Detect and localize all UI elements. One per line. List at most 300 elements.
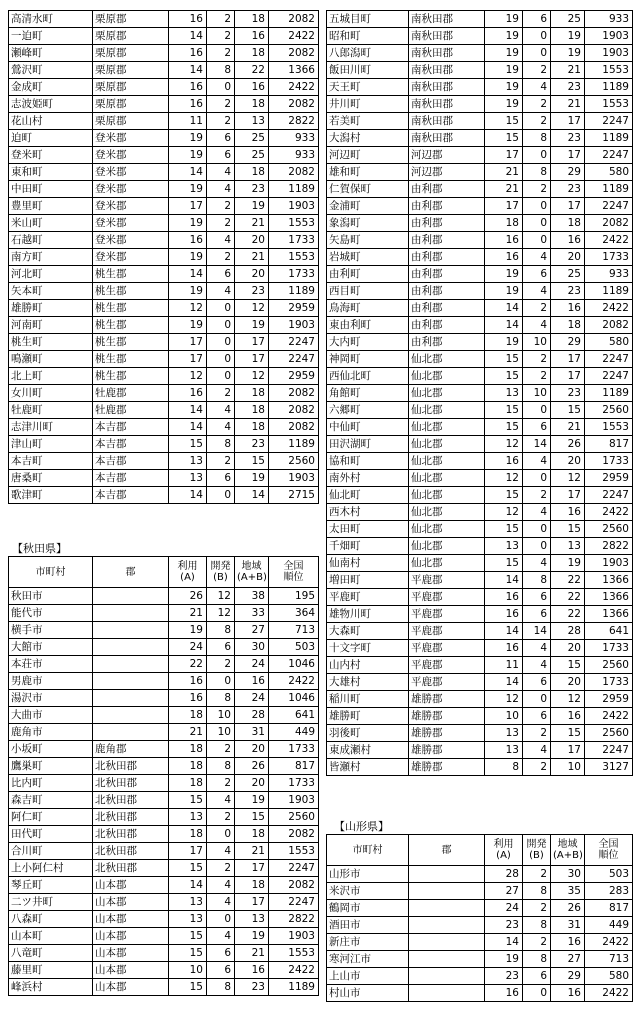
use-cell: 13 — [169, 470, 207, 487]
gun-cell: 仙北郡 — [409, 487, 485, 504]
dev-cell: 10 — [207, 707, 235, 724]
dev-cell: 0 — [207, 368, 235, 385]
header-use-sub: (A) — [496, 850, 511, 861]
rank-cell: 2082 — [585, 317, 633, 334]
table-row — [9, 28, 319, 45]
table-row — [327, 96, 633, 113]
use-cell: 18 — [169, 707, 207, 724]
rank-cell: 933 — [269, 147, 319, 164]
region-cell: 16 — [235, 79, 269, 96]
muni-cell: 湯沢市 — [9, 690, 93, 707]
rank-cell: 2082 — [269, 402, 319, 419]
gun-cell — [93, 605, 169, 622]
rank-cell: 817 — [269, 758, 319, 775]
region-cell: 19 — [235, 198, 269, 215]
gun-cell: 山本郡 — [93, 979, 169, 996]
rank-cell: 713 — [585, 951, 633, 968]
muni-cell: 六郷町 — [327, 402, 409, 419]
region-cell: 26 — [235, 758, 269, 775]
gun-cell: 平鹿郡 — [409, 589, 485, 606]
rank-cell: 1366 — [269, 62, 319, 79]
rank-cell: 2247 — [585, 147, 633, 164]
dev-cell: 12 — [207, 588, 235, 605]
muni-cell: 八郎潟町 — [327, 45, 409, 62]
gun-cell: 南秋田郡 — [409, 45, 485, 62]
dev-cell: 0 — [523, 147, 551, 164]
dev-cell: 6 — [523, 968, 551, 985]
header-dev — [207, 557, 235, 588]
rank-cell: 449 — [585, 917, 633, 934]
use-cell: 13 — [169, 809, 207, 826]
gun-cell: 仙北郡 — [409, 470, 485, 487]
muni-cell: 峰浜村 — [9, 979, 93, 996]
dev-cell: 0 — [523, 198, 551, 215]
gun-cell: 桃生郡 — [93, 334, 169, 351]
dev-cell: 4 — [207, 283, 235, 300]
gun-cell: 北秋田郡 — [93, 775, 169, 792]
gun-cell: 鹿角郡 — [93, 741, 169, 758]
table-row — [9, 792, 319, 809]
dev-cell: 8 — [523, 130, 551, 147]
use-cell: 16 — [169, 232, 207, 249]
use-cell: 19 — [169, 283, 207, 300]
muni-cell: 仁賀保町 — [327, 181, 409, 198]
rank-cell: 2422 — [269, 28, 319, 45]
rank-cell: 2082 — [269, 419, 319, 436]
rank-cell: 1189 — [585, 130, 633, 147]
use-cell: 16 — [485, 232, 523, 249]
table-row — [327, 164, 633, 181]
gun-cell: 栗原郡 — [93, 62, 169, 79]
rank-cell: 2247 — [269, 860, 319, 877]
muni-cell: 上小阿仁村 — [9, 860, 93, 877]
rank-cell: 817 — [585, 900, 633, 917]
region-cell: 24 — [235, 690, 269, 707]
dev-cell: 10 — [523, 334, 551, 351]
dev-cell: 8 — [523, 164, 551, 181]
rank-cell: 1903 — [269, 198, 319, 215]
region-cell: 16 — [235, 962, 269, 979]
use-cell: 16 — [485, 453, 523, 470]
rank-cell: 1366 — [585, 589, 633, 606]
muni-cell: 田沢湖町 — [327, 436, 409, 453]
region-cell: 18 — [551, 317, 585, 334]
muni-cell: 西仙北町 — [327, 368, 409, 385]
gun-cell: 登米郡 — [93, 232, 169, 249]
dev-cell: 8 — [523, 917, 551, 934]
rank-cell: 2422 — [585, 708, 633, 725]
table-row — [9, 724, 319, 741]
region-cell: 20 — [235, 741, 269, 758]
dev-cell: 4 — [207, 419, 235, 436]
gun-cell: 仙北郡 — [409, 351, 485, 368]
use-cell: 17 — [169, 334, 207, 351]
rank-cell: 1733 — [585, 640, 633, 657]
table-row — [9, 232, 319, 249]
use-cell: 15 — [485, 487, 523, 504]
muni-cell: 上山市 — [327, 968, 409, 985]
table-row — [9, 147, 319, 164]
use-cell: 15 — [169, 928, 207, 945]
rank-cell: 1366 — [585, 572, 633, 589]
table-row — [327, 453, 633, 470]
muni-cell: 小坂町 — [9, 741, 93, 758]
muni-cell: 昭和町 — [327, 28, 409, 45]
muni-cell: 南方町 — [9, 249, 93, 266]
use-cell: 16 — [169, 96, 207, 113]
table-row — [327, 742, 633, 759]
dev-cell: 2 — [523, 368, 551, 385]
rank-cell: 2082 — [269, 96, 319, 113]
region-cell: 23 — [551, 79, 585, 96]
table-row — [327, 147, 633, 164]
dev-cell: 2 — [523, 113, 551, 130]
dev-cell: 6 — [207, 470, 235, 487]
rank-cell: 580 — [585, 968, 633, 985]
dev-cell: 8 — [523, 951, 551, 968]
table-row — [327, 555, 633, 572]
muni-cell: 米沢市 — [327, 883, 409, 900]
dev-cell: 4 — [523, 742, 551, 759]
table-row — [327, 934, 633, 951]
region-cell: 16 — [551, 708, 585, 725]
dev-cell: 0 — [207, 79, 235, 96]
use-cell: 23 — [485, 917, 523, 934]
muni-cell: 雄物川町 — [327, 606, 409, 623]
rank-cell: 1046 — [269, 656, 319, 673]
muni-cell: 豊里町 — [9, 198, 93, 215]
use-cell: 18 — [169, 775, 207, 792]
rank-cell: 1733 — [269, 775, 319, 792]
muni-cell: 中仙町 — [327, 419, 409, 436]
muni-cell: 鷹巣町 — [9, 758, 93, 775]
rank-cell: 1189 — [585, 283, 633, 300]
region-cell: 12 — [551, 470, 585, 487]
muni-cell: 五城目町 — [327, 11, 409, 28]
use-cell: 15 — [169, 792, 207, 809]
dev-cell: 2 — [523, 900, 551, 917]
rank-cell: 2247 — [585, 351, 633, 368]
gun-cell: 登米郡 — [93, 198, 169, 215]
rank-cell: 1189 — [269, 979, 319, 996]
table-row — [9, 130, 319, 147]
rank-cell: 1553 — [269, 215, 319, 232]
dev-cell: 10 — [207, 724, 235, 741]
dev-cell: 2 — [523, 725, 551, 742]
use-cell: 13 — [485, 742, 523, 759]
region-cell: 21 — [235, 945, 269, 962]
rank-cell: 1189 — [585, 385, 633, 402]
rank-cell: 1189 — [585, 79, 633, 96]
rank-cell: 2247 — [269, 894, 319, 911]
gun-cell: 登米郡 — [93, 164, 169, 181]
use-cell: 15 — [169, 436, 207, 453]
muni-cell: 鳥海町 — [327, 300, 409, 317]
dev-cell: 14 — [523, 436, 551, 453]
dev-cell: 4 — [207, 894, 235, 911]
header-dev-label: 開発 — [210, 561, 231, 572]
dev-cell: 8 — [523, 572, 551, 589]
muni-cell: 一迫町 — [9, 28, 93, 45]
table-row — [9, 860, 319, 877]
table-row — [9, 419, 319, 436]
gun-cell: 本吉郡 — [93, 453, 169, 470]
table-row — [9, 96, 319, 113]
region-cell: 18 — [235, 164, 269, 181]
header-use — [485, 835, 523, 866]
gun-cell: 北秋田郡 — [93, 826, 169, 843]
rank-cell: 1903 — [269, 317, 319, 334]
use-cell: 21 — [485, 181, 523, 198]
gun-cell — [409, 968, 485, 985]
region-cell: 13 — [551, 538, 585, 555]
header-rank-label: 全国 — [283, 561, 304, 572]
rank-cell: 1553 — [585, 419, 633, 436]
table-row — [327, 487, 633, 504]
region-cell: 12 — [235, 368, 269, 385]
dev-cell: 0 — [523, 28, 551, 45]
dev-cell: 4 — [523, 555, 551, 572]
region-cell: 15 — [235, 809, 269, 826]
muni-cell: 岩城町 — [327, 249, 409, 266]
table-row — [9, 79, 319, 96]
dev-cell: 6 — [207, 945, 235, 962]
use-cell: 15 — [485, 402, 523, 419]
region-cell: 17 — [551, 113, 585, 130]
header-gun: 郡 — [409, 835, 485, 866]
rank-cell: 1553 — [585, 62, 633, 79]
table-row — [9, 945, 319, 962]
use-cell: 13 — [169, 453, 207, 470]
use-cell: 16 — [169, 385, 207, 402]
header-rank-label: 全国 — [598, 839, 619, 850]
use-cell: 15 — [485, 419, 523, 436]
region-cell: 16 — [551, 985, 585, 1002]
rank-cell: 2247 — [585, 487, 633, 504]
rank-cell: 2560 — [585, 402, 633, 419]
muni-cell: 男鹿市 — [9, 673, 93, 690]
header-region-sub: (A+B) — [237, 572, 267, 583]
gun-cell — [409, 917, 485, 934]
use-cell: 16 — [485, 589, 523, 606]
dev-cell: 4 — [207, 181, 235, 198]
table-row — [9, 11, 319, 28]
muni-cell: 八竜町 — [9, 945, 93, 962]
region-cell: 29 — [551, 164, 585, 181]
muni-cell: 酒田市 — [327, 917, 409, 934]
table-row — [9, 385, 319, 402]
dev-cell: 2 — [207, 45, 235, 62]
dev-cell: 4 — [523, 317, 551, 334]
gun-cell: 桃生郡 — [93, 368, 169, 385]
table-row — [9, 690, 319, 707]
region-cell: 21 — [235, 843, 269, 860]
use-cell: 19 — [169, 181, 207, 198]
gun-cell — [93, 622, 169, 639]
region-cell: 27 — [551, 951, 585, 968]
use-cell: 12 — [485, 436, 523, 453]
use-cell: 16 — [169, 45, 207, 62]
dev-cell: 6 — [207, 147, 235, 164]
use-cell: 8 — [485, 759, 523, 776]
region-cell: 17 — [551, 198, 585, 215]
table-row — [9, 928, 319, 945]
region-cell: 20 — [551, 640, 585, 657]
dev-cell: 8 — [207, 436, 235, 453]
region-cell: 17 — [551, 368, 585, 385]
header-dev — [523, 835, 551, 866]
region-cell: 16 — [551, 300, 585, 317]
dev-cell: 2 — [523, 866, 551, 883]
muni-cell: 大潟村 — [327, 130, 409, 147]
table-row — [327, 28, 633, 45]
rank-cell: 1189 — [269, 436, 319, 453]
dev-cell: 8 — [207, 979, 235, 996]
dev-cell: 2 — [523, 487, 551, 504]
rank-cell: 2422 — [269, 673, 319, 690]
rank-cell: 933 — [585, 266, 633, 283]
region-cell: 21 — [551, 419, 585, 436]
table-row — [327, 249, 633, 266]
rank-cell: 2082 — [269, 164, 319, 181]
dev-cell: 2 — [207, 385, 235, 402]
region-cell: 25 — [551, 11, 585, 28]
region-cell: 22 — [551, 589, 585, 606]
region-cell: 18 — [235, 402, 269, 419]
table-row — [327, 402, 633, 419]
use-cell: 19 — [169, 215, 207, 232]
dev-cell: 4 — [207, 232, 235, 249]
dev-cell: 2 — [523, 759, 551, 776]
rank-cell: 1733 — [585, 453, 633, 470]
dev-cell: 4 — [523, 640, 551, 657]
rank-cell: 2822 — [269, 113, 319, 130]
region-cell: 35 — [551, 883, 585, 900]
region-cell: 15 — [551, 657, 585, 674]
header-region-sub: (A+B) — [553, 850, 583, 861]
region-cell: 16 — [551, 232, 585, 249]
rank-cell: 2247 — [585, 742, 633, 759]
dev-cell: 2 — [523, 934, 551, 951]
region-cell: 20 — [235, 775, 269, 792]
gun-cell: 登米郡 — [93, 181, 169, 198]
use-cell: 19 — [169, 249, 207, 266]
header-region — [235, 557, 269, 588]
rank-cell: 2822 — [269, 911, 319, 928]
rank-cell: 2247 — [585, 113, 633, 130]
gun-cell: 平鹿郡 — [409, 657, 485, 674]
muni-cell: 歌津町 — [9, 487, 93, 504]
header-rank-sub: 順位 — [598, 850, 619, 861]
region-cell: 12 — [235, 300, 269, 317]
dev-cell: 2 — [523, 181, 551, 198]
rank-cell: 2082 — [269, 385, 319, 402]
use-cell: 19 — [485, 62, 523, 79]
table-row — [327, 317, 633, 334]
dev-cell: 0 — [207, 673, 235, 690]
gun-cell — [93, 707, 169, 724]
table-row — [9, 758, 319, 775]
region-cell: 26 — [551, 436, 585, 453]
table-row — [9, 707, 319, 724]
table-row — [327, 283, 633, 300]
dev-cell: 0 — [207, 334, 235, 351]
use-cell: 16 — [169, 79, 207, 96]
table-row — [9, 877, 319, 894]
use-cell: 11 — [485, 657, 523, 674]
rank-cell: 2422 — [585, 985, 633, 1002]
gun-cell: 栗原郡 — [93, 113, 169, 130]
gun-cell: 山本郡 — [93, 877, 169, 894]
gun-cell: 平鹿郡 — [409, 606, 485, 623]
gun-cell: 牡鹿郡 — [93, 402, 169, 419]
gun-cell: 河辺郡 — [409, 147, 485, 164]
muni-cell: 神岡町 — [327, 351, 409, 368]
use-cell: 12 — [485, 504, 523, 521]
muni-cell: 井川町 — [327, 96, 409, 113]
table-row — [9, 656, 319, 673]
region-cell: 10 — [551, 759, 585, 776]
table-row — [327, 640, 633, 657]
dev-cell: 2 — [207, 198, 235, 215]
use-cell: 19 — [485, 11, 523, 28]
use-cell: 15 — [485, 368, 523, 385]
rank-cell: 817 — [585, 436, 633, 453]
region-cell: 20 — [235, 232, 269, 249]
use-cell: 16 — [485, 249, 523, 266]
dev-cell: 0 — [523, 232, 551, 249]
muni-cell: 瀬峰町 — [9, 45, 93, 62]
yamagata-table — [326, 834, 633, 1002]
header-use-sub: (A) — [180, 572, 195, 583]
rank-cell: 1733 — [585, 249, 633, 266]
gun-cell: 雄勝郡 — [409, 708, 485, 725]
muni-cell: 山本町 — [9, 928, 93, 945]
rank-cell: 1189 — [269, 181, 319, 198]
gun-cell: 平鹿郡 — [409, 640, 485, 657]
dev-cell: 4 — [207, 877, 235, 894]
rank-cell: 195 — [269, 588, 319, 605]
table-row — [9, 453, 319, 470]
region-cell: 25 — [235, 130, 269, 147]
use-cell: 13 — [485, 538, 523, 555]
dev-cell: 8 — [207, 62, 235, 79]
dev-cell: 2 — [523, 96, 551, 113]
use-cell: 14 — [169, 62, 207, 79]
table-row — [327, 79, 633, 96]
use-cell: 16 — [169, 690, 207, 707]
dev-cell: 4 — [207, 928, 235, 945]
rank-cell: 1553 — [269, 843, 319, 860]
use-cell: 18 — [485, 215, 523, 232]
gun-cell: 仙北郡 — [409, 555, 485, 572]
gun-cell — [93, 724, 169, 741]
muni-cell: 由利町 — [327, 266, 409, 283]
rank-cell: 1553 — [269, 249, 319, 266]
rank-cell: 1733 — [585, 674, 633, 691]
dev-cell: 6 — [523, 606, 551, 623]
rank-cell: 2822 — [585, 538, 633, 555]
region-cell: 27 — [235, 622, 269, 639]
use-cell: 14 — [169, 487, 207, 504]
muni-cell: 森吉町 — [9, 792, 93, 809]
region-cell: 14 — [235, 487, 269, 504]
gun-cell: 本吉郡 — [93, 436, 169, 453]
gun-cell: 雄勝郡 — [409, 742, 485, 759]
gun-cell: 北秋田郡 — [93, 843, 169, 860]
use-cell: 19 — [485, 283, 523, 300]
dev-cell: 0 — [523, 985, 551, 1002]
